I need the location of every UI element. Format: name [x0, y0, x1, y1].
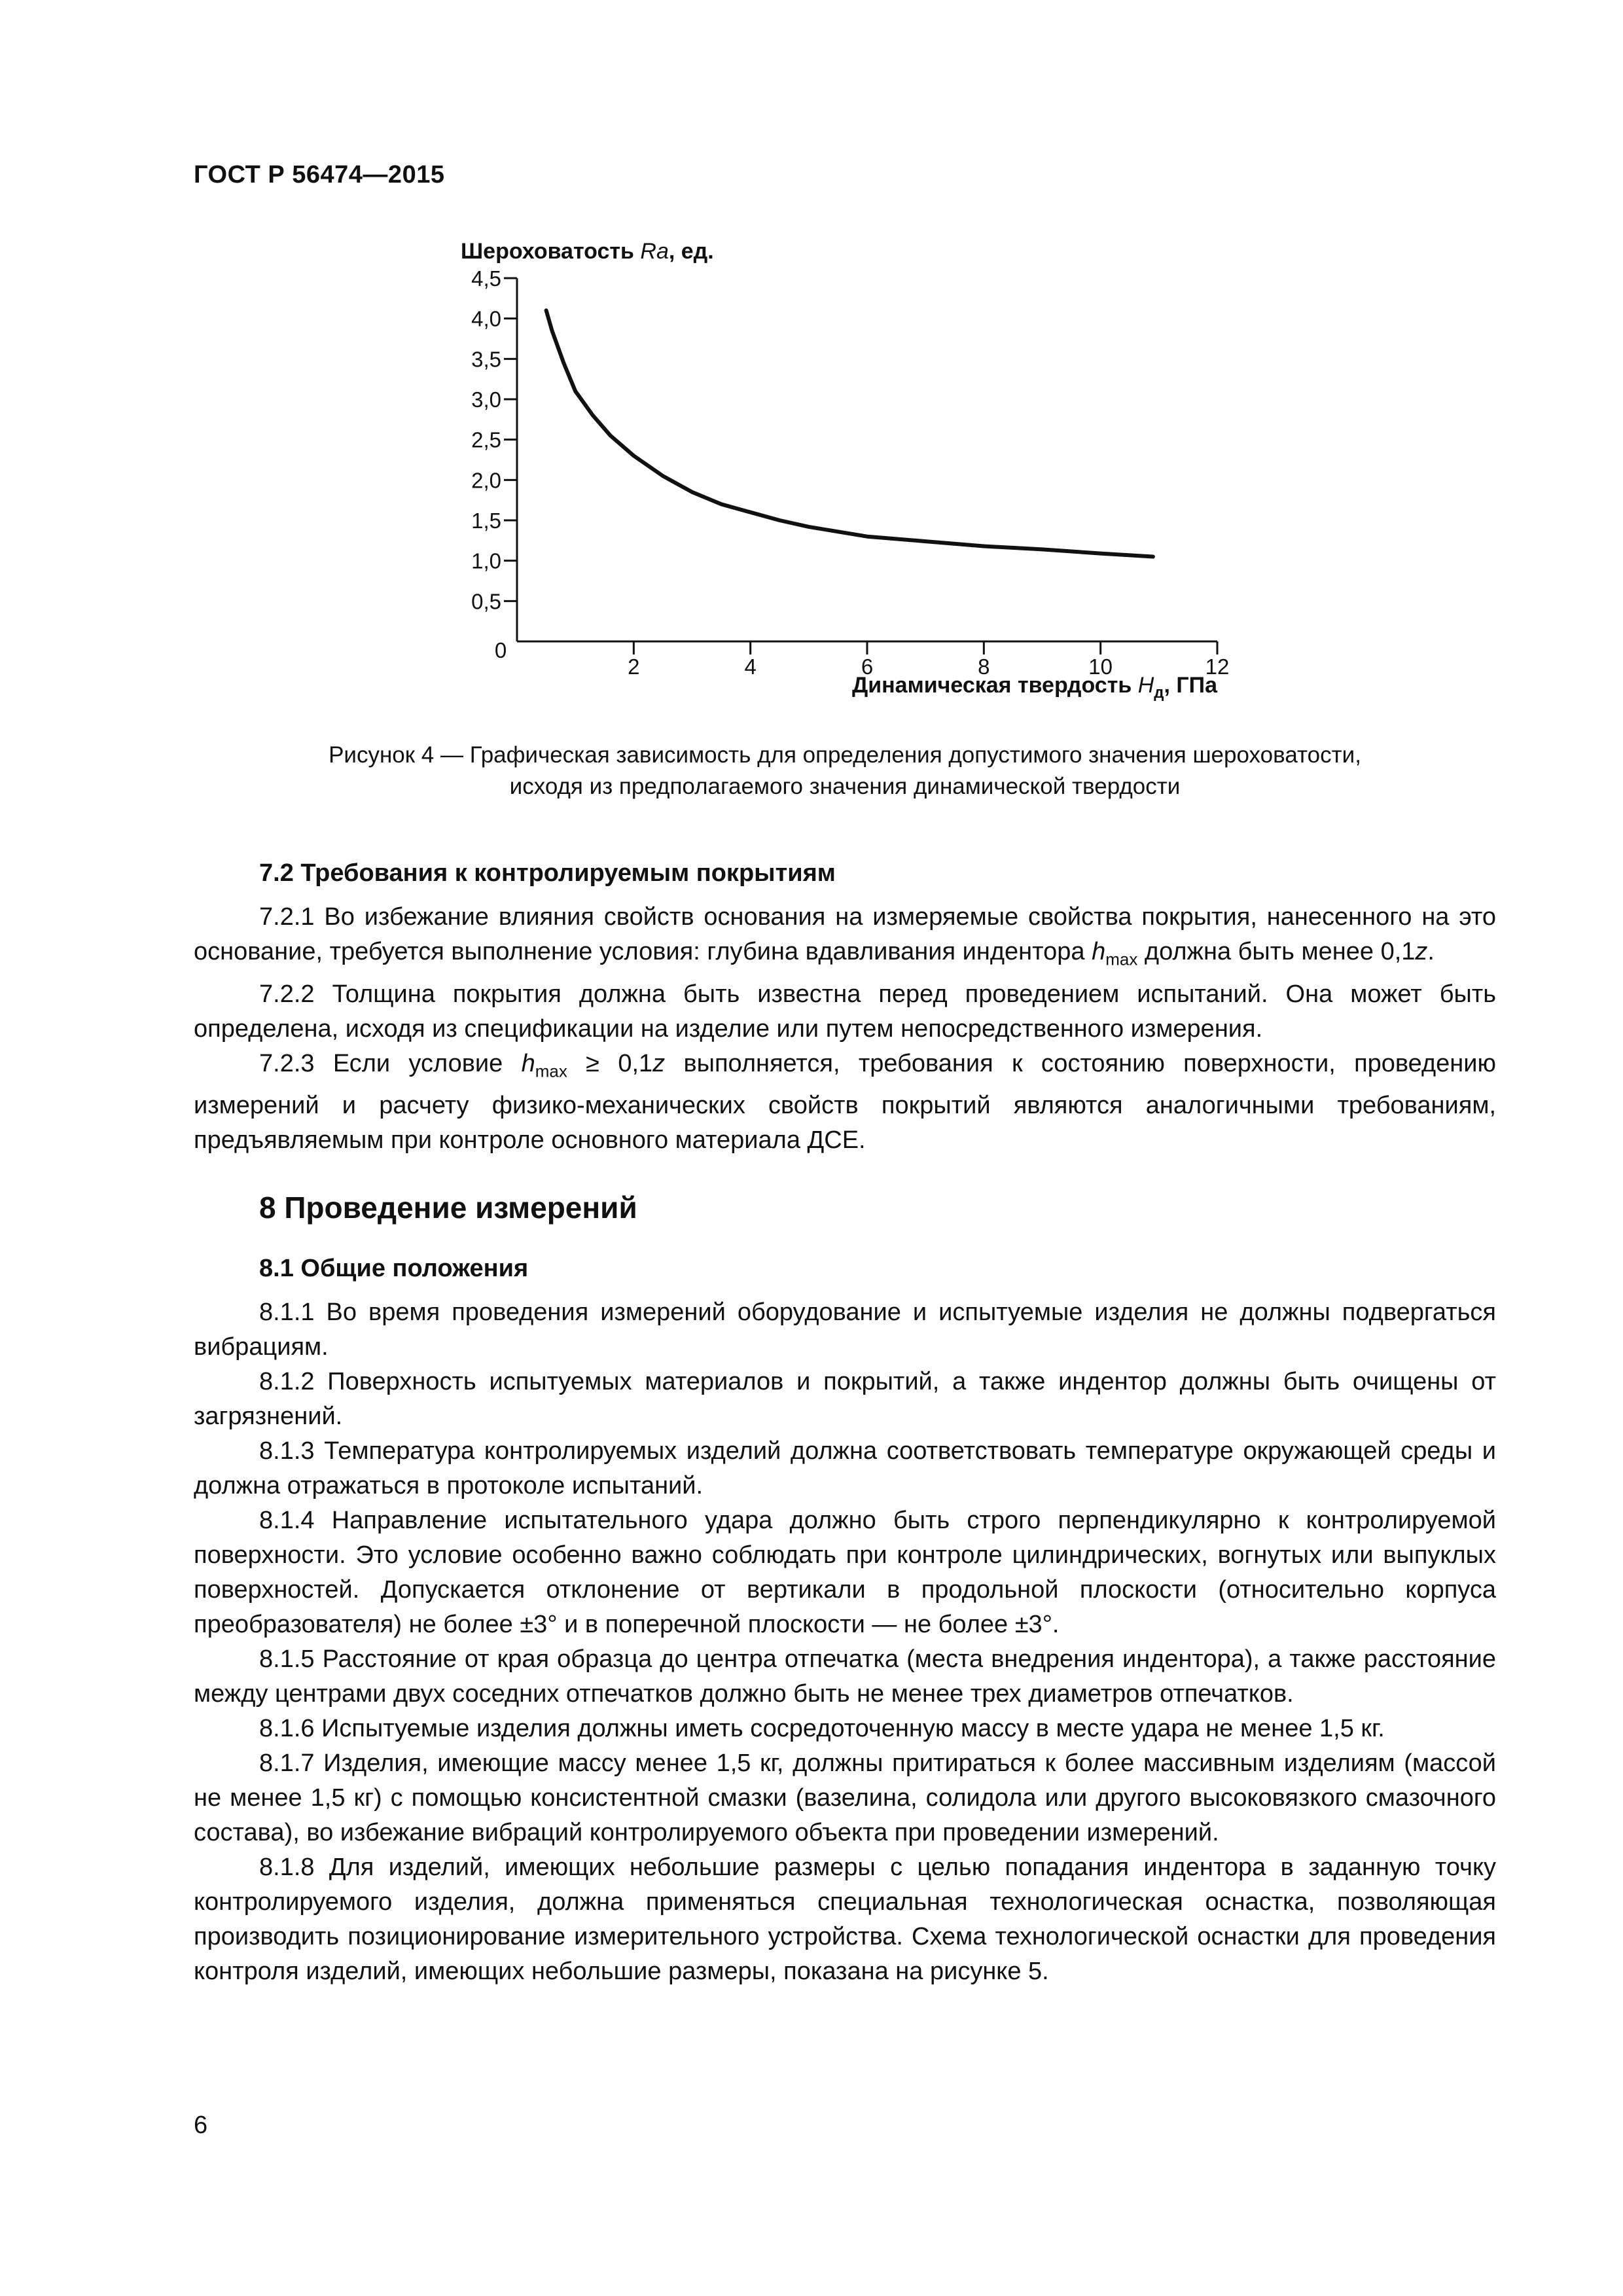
- paragraph-7-2-3: 7.2.3 Если условие $h_{max} \ge 0,1z$ выполняется, требования к состоянию поверхности, проведению измерений и расчету физико-механических свойств покрытий являются аналогичными требованиям, предъявляемым при контроле основного материала ДСЕ.: [194, 1049, 1496, 1155]
- paragraph-8-1-7: 8.1.7 Изделия, имеющие массу менее 1,5 кг, должны притираться к более массивным изделиям (массой не менее 1,5 кг) с помощью консистентной смазки (вазелина, солидола или другого высоковязкого смазочного состава), во избежание вибраций контролируемого объекта при проведении измерений.: [194, 1749, 1496, 1847]
- paragraph-8-1-1: 8.1.1 Во время проведения измерений оборудование и испытуемые изделия не должны подвергаться вибрациям.: [194, 1299, 1496, 1361]
- y-tick-label: 0,5: [471, 589, 501, 614]
- section-8-heading: 8 Проведение измерений: [259, 1191, 637, 1225]
- y-tick-label: 2,0: [471, 468, 501, 493]
- y-tick-label: 2,5: [471, 427, 501, 452]
- paragraph-8-1-8: 8.1.8 Для изделий, имеющих небольшие размеры с целью попадания индентора в заданную точку контролируемого изделия, должна применяться специальная технологическая оснастка, позволяющая производить позиционирование измерительного устройства. Схема технологической оснастки для проведения контроля изделий, имеющих небольшие размеры, показана на рисунке 5.: [194, 1854, 1496, 1986]
- x-tick-label: 4: [744, 655, 757, 679]
- x-tick-label: 2: [628, 655, 640, 679]
- x-tick-label: 10: [1088, 655, 1113, 679]
- roughness-curve: [546, 310, 1153, 556]
- x-tick-label: 12: [1205, 655, 1230, 679]
- paragraph-8-1-2: 8.1.2 Поверхность испытуемых материалов и покрытий, а также индентор должны быть очищены от загрязнений.: [194, 1368, 1496, 1431]
- y-tick-label: 3,0: [471, 387, 501, 412]
- y-tick-label: 1,5: [471, 509, 501, 533]
- paragraph-7-2-2: 7.2.2 Толщина покрытия должна быть известна перед проведением испытаний. Она может быть определена, исходя из спецификации на изделие или путем непосредственного измерения.: [194, 980, 1496, 1043]
- y-tick-label: 4,0: [471, 306, 501, 331]
- origin-label: 0: [494, 638, 507, 662]
- hardness-roughness-chart: [445, 229, 1257, 720]
- paragraph-8-1-6: 8.1.6 Испытуемые изделия должны иметь сосредоточенную массу в месте удара не менее 1,5 кг.: [259, 1715, 1385, 1743]
- paragraph-8-1-3: 8.1.3 Температура контролируемых изделий должна соответствовать температуре окружающей среды и должна отражаться в протоколе испытаний.: [194, 1437, 1496, 1500]
- y-tick-label: 3,5: [471, 347, 501, 372]
- section-8-1-heading: 8.1 Общие положения: [259, 1255, 529, 1283]
- y-tick-label: 4,5: [471, 266, 501, 291]
- document-header: ГОСТ Р 56474—2015: [194, 161, 445, 188]
- caption-line-2: исходя из предполагаемого значения динамической твердости: [509, 774, 1181, 799]
- x-tick-label: 8: [978, 655, 990, 679]
- paragraph-8-1-4: 8.1.4 Направление испытательного удара должно быть строго перпендикулярно к контролируемой поверхности. Это условие особенно важно соблюдать при контроле цилиндрических, вогнутых или выпуклых поверхностей. Допускается отклонение от вертикали в продольной плоскости (относительно корпуса преобразователя) не более ±3° и в поперечной плоскости — не более ±3°.: [194, 1507, 1496, 1639]
- paragraph-8-1-5: 8.1.5 Расстояние от края образца до центра отпечатка (места внедрения индентора), а также расстояние между центрами двух соседних отпечатков должно быть не менее трех диаметров отпечатков.: [194, 1645, 1496, 1708]
- chart-title: Шероховатость Ra, ед.: [461, 239, 714, 264]
- page-number: 6: [194, 2111, 208, 2139]
- paragraph-7-2-1: 7.2.1 Во избежание влияния свойств основания на измеряемые свойства покрытия, нанесенного на это основание, требуется выполнение условия: глубина вдавливания индентора $h_{max}$ должна быть менее 0,1z.: [194, 903, 1496, 969]
- y-axis: [471, 266, 517, 641]
- x-tick-label: 6: [861, 655, 874, 679]
- caption-line-1: Рисунок 4 — Графическая зависимость для определения допустимого значения шероховатости,: [329, 742, 1361, 768]
- section-7-2-heading: 7.2 Требования к контролируемым покрытиям: [259, 859, 836, 887]
- body-text: [194, 856, 1496, 1989]
- y-tick-label: 1,0: [471, 548, 501, 573]
- figure-caption: [194, 740, 1496, 802]
- x-axis-label: Динамическая твердость $H_д$, ГПа: [852, 673, 1217, 702]
